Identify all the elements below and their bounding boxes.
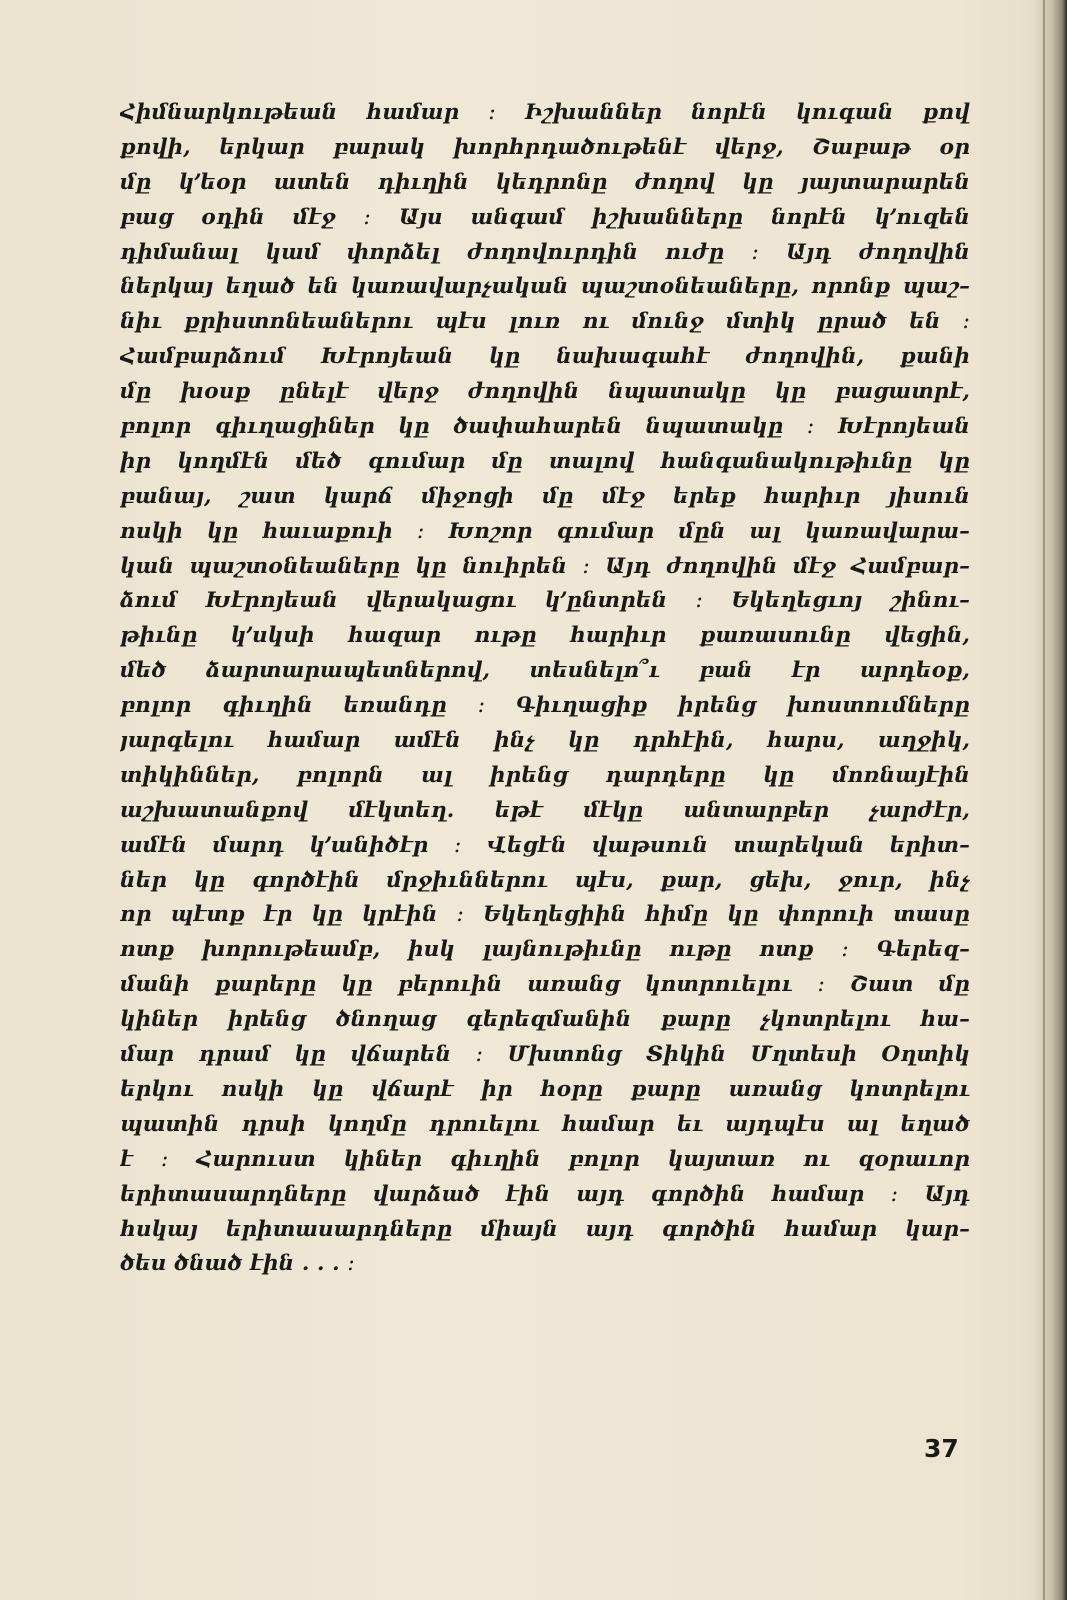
text-line: յարգելու համար ամէն ինչ կը դրհէին, հարս, աղջիկ,: [120, 728, 970, 754]
text-line: կիներ իրենց ծնողաց գերեզմանին քարը չկոտրելու հա–: [120, 1007, 970, 1033]
body-text: [120, 96, 970, 1282]
text-line: պատին դրսի կողմը դրուելու համար եւ այդպէս ալ եղած: [120, 1111, 970, 1137]
text-line: Հիմնարկութեան համար ։ Իշխաններ նորէն կուգան քով: [120, 100, 970, 125]
text-line: երկու ոսկի կը վճարէ իր հօրը քարը առանց կոտրելու: [120, 1076, 970, 1102]
text-line: հսկայ երիտասարդները միայն այդ գործին համար կար–: [120, 1216, 970, 1242]
text-line: ներ կը գործէին մրջիւններու պէս, քար, ցեխ, ջուր, ինչ: [120, 867, 970, 893]
text-line: ամէն մարդ կ՚անիծէր ։ Վեցէն վաթսուն տարեկան երիտ–: [120, 832, 970, 858]
text-line: բաց օդին մէջ ։ Այս անգամ իշխանները նորէն կ՚ուզեն: [120, 204, 970, 230]
text-line: կան պաշտօնեաները կը նուիրեն ։ Այդ ժողովին մէջ Համբար–: [120, 553, 970, 579]
text-line: քովի, երկար բարակ խորհրդածութենէ վերջ, Շաբաթ օր: [120, 134, 970, 160]
text-line: մար դրամ կը վճարեն ։ Մխտոնց Տիկին Մղտեսի Օղտիկ: [120, 1042, 970, 1068]
text-line: ներկայ եղած են կառավարչական պաշտօնեաները, որոնք պաշ–: [120, 274, 970, 300]
text-line: մը կ՚եօր ատեն դիւղին կեդրոնը ժողով կը յայտարարեն: [120, 169, 970, 195]
text-line: նիւ քրիստոնեաներու պէս լուռ ու մունջ մտիկ ըրած են ։: [120, 309, 970, 335]
text-line: բոլոր գիւղացիներ կը ծափահարեն նպատակը ։ Խէրոյեան: [120, 414, 970, 440]
page-number: 37: [924, 1434, 959, 1463]
text-line: բոլոր գիւղին եռանդը ։ Գիւղացիք իրենց խոստումները: [120, 693, 970, 719]
text-line: թիւնը կ՚սկսի հազար ութը հարիւր քառասունը վեցին,: [120, 623, 970, 649]
text-line: մեծ ձարտարապետներով, տեսնելո՞ւ բան էր արդեօք,: [120, 658, 970, 684]
text-line: երիտասարդները վարձած էին այդ գործին համար ։ Այդ: [120, 1181, 970, 1207]
text-line: տիկիններ, բոլորն ալ իրենց դարդերը կը մոռնայէին: [120, 762, 970, 788]
text-line: դիմանալ կամ փորձել ժողովուրդին ուժը ։ Այդ ժողովին: [120, 239, 970, 265]
text-line: բանայ, շատ կարճ միջոցի մը մէջ երեք հարիւր յիսուն: [120, 483, 970, 509]
page-edge-shadow: [1033, 0, 1067, 1600]
text-line: մը խօսք ընելէ վերջ ժողովին նպատակը կը բացատրէ,: [120, 379, 970, 405]
text-line: ծես ծնած էին . . . ։: [120, 1251, 355, 1277]
text-line: Համբարձում Խէրոյեան կը նախագահէ ժողովին, քանի: [120, 344, 970, 370]
text-line: որ պէտք էր կը կրէին ։ Եկեղեցիին հիմը կը փորուի տասը: [120, 902, 970, 928]
text-line: մանի քարերը կը բերուին առանց կոտրուելու ։ Շատ մը: [120, 972, 970, 998]
text-line: աշխատանքով մէկտեղ. եթէ մէկը անտարբեր չարժէր,: [120, 797, 970, 823]
text-line: իր կողմէն մեծ գումար մը տալով հանգանակութիւնը կը: [120, 448, 970, 474]
text-line: ոտք խորութեամբ, իսկ լայնութիւնը ութը ոտք ։ Գերեզ–: [120, 937, 970, 963]
text-line: ձում Խէրոյեան վերակացու կ՚ընտրեն ։ Եկեղեցւոյ շինու–: [120, 588, 970, 614]
text-line: ոսկի կը հաւաքուի ։ Խոշոր գումար մըն ալ կառավարա–: [120, 518, 970, 544]
text-line: է ։ Հարուստ կիներ գիւղին բոլոր կայտառ ու զօրաւոր: [120, 1146, 970, 1172]
